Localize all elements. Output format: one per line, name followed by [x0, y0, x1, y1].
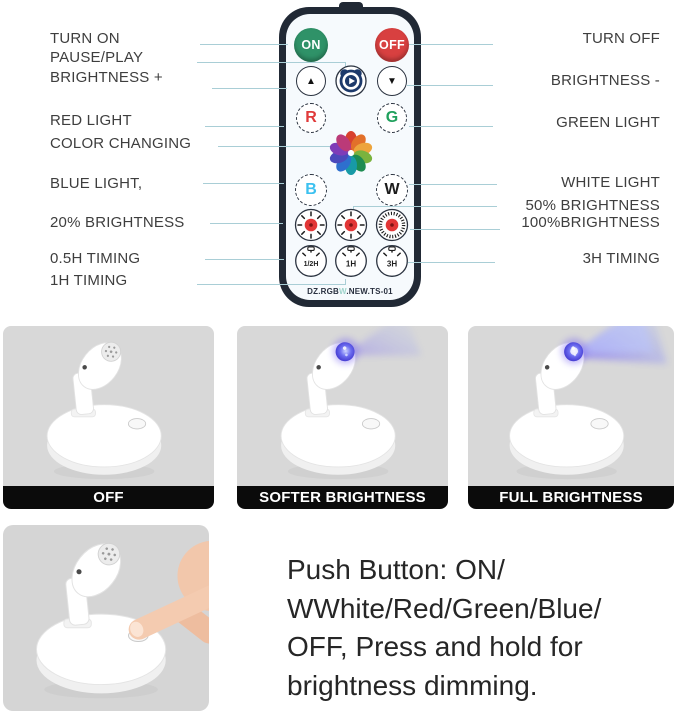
note-line-1: Push Button: ON/ — [287, 554, 505, 585]
photo-caption-off: OFF — [3, 486, 214, 509]
callout-label-blue-light: BLUE LIGHT, — [50, 175, 143, 192]
callout-label-green-light: GREEN LIGHT — [556, 114, 660, 131]
callout-label-3h-timing: 3H TIMING — [582, 250, 660, 267]
callout-label-20-brightness: 20% BRIGHTNESS — [50, 214, 185, 231]
callout-label-turn-off: TURN OFF — [582, 30, 660, 47]
callout-label-brightness-minus: BRIGHTNESS - — [550, 72, 660, 89]
svg-text:3H: 3H — [386, 259, 398, 269]
callout-line-1h — [197, 284, 346, 285]
callout-line-red-light — [205, 126, 284, 127]
spotlight-photo-full — [468, 326, 674, 486]
callout-line-20-brightness — [210, 223, 283, 224]
callout-line-brightness-plus — [212, 88, 287, 89]
callout-line-white-light — [409, 184, 497, 185]
blue-light-button: B — [295, 174, 327, 206]
green-light-button: G — [377, 103, 407, 133]
pause-play-icon — [335, 65, 367, 97]
callout-line-half-hour — [205, 259, 284, 260]
brightness-50-icon — [334, 208, 368, 242]
off-button: OFF — [375, 28, 409, 62]
model-prefix: DZ.RGB — [307, 287, 340, 296]
spotlight-photo-softer — [237, 326, 448, 486]
svg-text:1/2H: 1/2H — [303, 261, 319, 268]
push-button-photo — [3, 525, 209, 711]
callout-line-50-brightness — [353, 206, 497, 207]
photo-caption-full: FULL BRIGHTNESS — [468, 486, 674, 509]
spotlight-illustration-softer — [237, 326, 448, 486]
spotlight-photo-off — [3, 326, 214, 486]
brightness-up-button: ▲ — [296, 66, 326, 96]
callout-line-3h — [408, 262, 495, 263]
remote-model-label — [286, 287, 414, 296]
callout-line-color-changing — [218, 146, 332, 147]
color-wheel-icon — [328, 130, 374, 176]
timer-half-hour-button — [294, 244, 328, 278]
callout-label-brightness-plus: BRIGHTNESS + — [50, 69, 163, 86]
spotlight-illustration-off — [3, 326, 214, 486]
push-button-note — [287, 551, 601, 705]
callout-line-brightness-minus — [407, 85, 493, 86]
finger-icon — [125, 541, 209, 648]
model-highlight: W — [339, 287, 347, 296]
callout-line-blue-light — [203, 183, 284, 184]
callout-line-pause-play — [197, 62, 346, 63]
callout-line-turn-off — [409, 44, 493, 45]
red-light-button: R — [296, 103, 326, 133]
callout-line-green-light — [409, 126, 493, 127]
timer-3h-button — [375, 244, 409, 278]
photo-panel-full — [468, 326, 674, 509]
callout-line-1h-rise — [345, 279, 346, 284]
spotlight-illustration-full — [468, 326, 674, 486]
callout-label-color-changing: COLOR CHANGING — [50, 135, 192, 152]
brightness-down-button: ▼ — [377, 66, 407, 96]
photo-panel-off — [3, 326, 214, 509]
svg-text:1H: 1H — [345, 259, 357, 269]
timer-1h-button — [334, 244, 368, 278]
callout-label-turn-on: TURN ON — [50, 30, 120, 47]
callout-label-50-brightness: 50% BRIGHTNESS — [525, 197, 660, 214]
model-suffix: .NEW.TS-01 — [346, 287, 393, 296]
brightness-20-icon — [294, 208, 328, 242]
note-line-2: WWhite/Red/Green/Blue/ — [287, 592, 602, 624]
callout-label-half-hour: 0.5H TIMING — [50, 250, 141, 267]
photo-caption-softer: SOFTER BRIGHTNESS — [237, 486, 448, 509]
callout-line-100-brightness — [410, 229, 500, 230]
push-button-illustration — [3, 525, 209, 711]
note-line-3: OFF, Press and hold for — [287, 631, 583, 662]
on-button: ON — [294, 28, 328, 62]
callout-label-white-light: WHITE LIGHT — [561, 174, 660, 191]
callout-line-turn-on — [200, 44, 288, 45]
white-light-button: W — [376, 174, 408, 206]
brightness-100-icon — [375, 208, 409, 242]
callout-label-100-brightness: 100%BRIGHTNESS — [521, 214, 660, 231]
callout-label-pause-play: PAUSE/PLAY — [50, 49, 144, 66]
callout-label-1h-timing: 1H TIMING — [50, 272, 128, 289]
note-line-4: brightness dimming. — [287, 669, 538, 701]
photo-panel-softer — [237, 326, 448, 509]
callout-label-red-light: RED LIGHT — [50, 112, 132, 129]
